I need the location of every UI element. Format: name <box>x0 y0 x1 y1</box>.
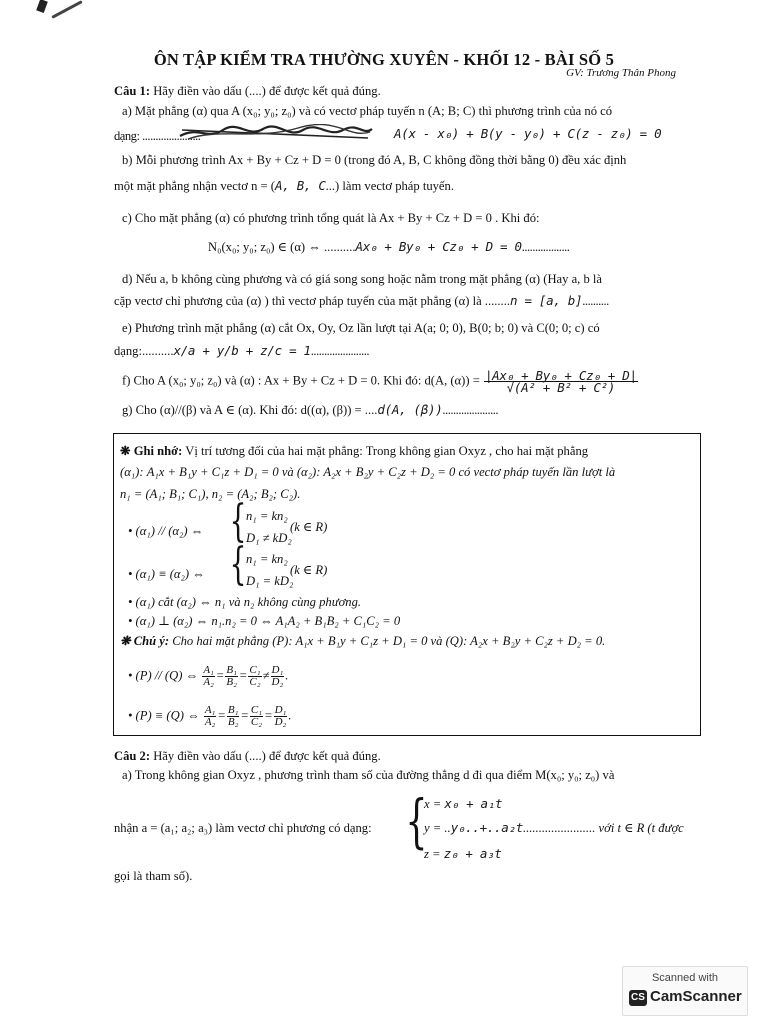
frac-d2: $\frac{\text{D₁}}{\text{D₂}}$ <box>274 704 287 728</box>
q1-e-line1: e) Phương trình mặt phẳng (α) cắt Ox, Oy, Oz lần lượt tại A(a; 0; 0), B(0; b; 0) và C(0; 0; c) có <box>122 321 600 335</box>
chu-y-title: ❋ Chú ý: <box>120 634 170 648</box>
q1-f-answer <box>484 370 638 393</box>
q1-e-line2: dạng:..........x/a + y/b + z/c = 1...................... <box>114 343 370 358</box>
note-intro1: Vị trí tương đối của hai mặt phẳng: Trong không gian Oxyz , cho hai mặt phẳng <box>182 444 589 458</box>
brace-coincide: { <box>229 539 247 590</box>
q1-f-prefix: f) Cho A (x₀; y₀; z₀) và (α) : Ax + By + Cz + D = 0. Khi đó: d(A, (α)) = <box>122 373 483 388</box>
rule-parallel-top: n₁ = kn₂ <box>246 509 288 523</box>
q1-f-numerator: |Ax₀ + By₀ + Cz₀ + D| <box>484 368 637 383</box>
rule-parallel-lhs: • (α₁) // (α₂) ⇔ <box>128 524 204 538</box>
q1-d-line1: d) Nếu a, b không cùng phương và có giá song song hoặc nằm trong mặt phẳng (α) (Hay a, b là <box>122 272 602 286</box>
q1-e-prefix: dạng:.......... <box>114 344 174 358</box>
q1-d-prefix: cặp vectơ chỉ phương của (α) ) thì vectơ pháp tuyến của mặt phẳng (α) là ........ <box>114 294 510 308</box>
sys-y: y = ..y₀..+..a₂t....................... với t ∈ R (t được <box>424 820 684 835</box>
rule-p-parallel-q: • (P) // (Q) ⇔ $\frac{\text{A₁}}{\text{A₂}}$ = $\frac{\text{B₁}}{\text{B₂}}$ = $\frac{\text{C₁}}{\text{C₂}}$ ≠ $\frac{\text{D₁}}{\text{D₂}}$ . <box>128 664 289 688</box>
q1-f-line <box>122 370 639 393</box>
q1-b-line1: b) Mỗi phương trình Ax + By + Cz + D = 0 (trong đó A, B, C không đồng thời bằng 0) đều xác định <box>122 153 627 167</box>
q1-g-prefix: g) Cho (α)//(β) và A ∈ (α). Khi đó: d((α), (β)) = .... <box>122 403 378 417</box>
rule-coincide-top: n₁ = kn₂ <box>246 552 288 566</box>
q2-heading <box>114 748 381 764</box>
note-intro-line1 <box>120 443 588 459</box>
q2-label: Câu 2: <box>114 749 151 763</box>
page-title: ÔN TẬP KIỂM TRA THƯỜNG XUYÊN - KHỐI 12 - BÀI SỐ 5 <box>153 50 615 69</box>
q1-g-line <box>122 402 498 418</box>
author: GV: Trương Thân Phong <box>566 67 676 79</box>
q1-heading <box>114 83 381 99</box>
q1-label: Câu 1: <box>114 84 151 98</box>
rule-p-coincide-q-lhs: • (P) ≡ (Q) ⇔ <box>128 708 200 723</box>
q1-c-answer: Ax₀ + By₀ + Cz₀ + D = 0 <box>355 239 522 254</box>
frac-a2: $\frac{\text{A₁}}{\text{A₂}}$ <box>204 704 216 728</box>
q1-f-denominator: √(A² + B² + C²) <box>506 380 616 395</box>
sys-z-answer: z₀ + a₃t <box>443 846 502 861</box>
q2-a-line2: nhận a = (a₁; a₂; a₃) làm vectơ chỉ phương có dạng: <box>114 821 372 835</box>
brace-parallel: { <box>229 496 247 547</box>
q1-c-prefix: N₀(x₀; y₀; z₀) ∈ (α) ⇔ .......... <box>208 240 356 254</box>
pen-mark-tip <box>36 0 48 13</box>
brace-system: { <box>405 787 428 855</box>
sys-y-answer: y₀..+..a₂t <box>450 820 523 835</box>
rule-coincide-lhs: • (α₁) ≡ (α₂) ⇔ <box>128 567 205 581</box>
q1-e-answer: x/a + y/b + z/c = 1 <box>173 343 311 358</box>
q2-end-line: gọi là tham số). <box>114 869 193 883</box>
sys-z: z = z₀ + a₃t <box>424 846 502 861</box>
camscanner-logo-icon: CS <box>629 990 647 1006</box>
q1-b-suffix: ...) làm vectơ pháp tuyến. <box>325 179 454 193</box>
rule-intersect: • (α₁) cắt (α₂) ⇔ n₁ và n₂ không cùng phương. <box>128 595 362 609</box>
pen-mark <box>51 0 82 19</box>
note-intro-line2: (α₁): A₁x + B₁y + C₁z + D₁ = 0 và (α₂): A₂x + B₂y + C₂z + D₂ = 0 có vectơ pháp tuyến lần lượt là <box>120 465 616 479</box>
rule-parallel-cond: (k ∈ R) <box>290 520 328 534</box>
q1-b-answer: A, B, C <box>275 178 326 193</box>
chu-y-text: Cho hai mặt phẳng (P): A₁x + B₁y + C₁z + D₁ = 0 và (Q): A₂x + B₂y + C₂z + D₂ = 0. <box>169 634 606 648</box>
frac-b2: $\frac{\text{B₁}}{\text{B₂}}$ <box>227 704 239 728</box>
q1-d-answer: n = [a, b] <box>510 293 583 308</box>
q2-prompt: Hãy điền vào dấu (....) để được kết quả đúng. <box>153 749 381 763</box>
q1-g-suffix: ..................... <box>442 403 499 417</box>
frac-d: $\frac{\text{D₁}}{\text{D₂}}$ <box>271 664 284 688</box>
scanned-with-text: Scanned with <box>651 972 719 984</box>
chu-y-line <box>120 633 605 649</box>
q1-d-line2: cặp vectơ chỉ phương của (α) ) thì vectơ pháp tuyến của mặt phẳng (α) là ........n = [a, b].......... <box>114 293 609 308</box>
q1-c-line1: c) Cho mặt phẳng (α) có phương trình tổng quát là Ax + By + Cz + D = 0 . Khi đó: <box>122 211 540 225</box>
q1-a-prefix: dạng: ...................... <box>114 129 201 143</box>
frac-a: $\frac{\text{A₁}}{\text{A₂}}$ <box>203 664 214 688</box>
camscanner-watermark <box>622 966 748 1016</box>
sys-y-tail: ....................... với t ∈ R (t được <box>522 821 684 835</box>
crossed-out-scribble <box>178 124 374 142</box>
note-title: ❋ Ghi nhớ: <box>120 444 183 458</box>
frac-c: $\frac{\text{C₁}}{\text{C₂}}$ <box>249 664 261 688</box>
rule-p-coincide-q: • (P) ≡ (Q) ⇔ $\frac{\text{A₁}}{\text{A₂}}$ = $\frac{\text{B₁}}{\text{B₂}}$ = $\frac{\text{C₁}}{\text{C₂}}$ = $\frac{\text{D₁}}{\text{D₂}}$ . <box>128 704 292 728</box>
rule-coincide-bottom: D₁ = kD₂ <box>246 574 294 588</box>
sys-x: x = x₀ + a₁t <box>424 796 503 811</box>
q1-prompt: Hãy điền vào dấu (....) để được kết quả đúng. <box>153 84 381 98</box>
note-intro-line3: n₁ = (A₁; B₁; C₁), n₂ = (A₂; B₂; C₂). <box>120 487 301 501</box>
sys-x-answer: x₀ + a₁t <box>444 796 503 811</box>
q1-c-line2: N₀(x₀; y₀; z₀) ∈ (α) ⇔ ..........Ax₀ + By₀ + Cz₀ + D = 0.................. <box>208 239 570 254</box>
rule-parallel-bottom: D₁ ≠ kD₂ <box>246 531 292 545</box>
rule-coincide-cond: (k ∈ R) <box>290 563 328 577</box>
q1-b-prefix: một mặt phẳng nhận vectơ n = ( <box>114 179 276 193</box>
q1-g-answer: d(A, (β)) <box>377 402 443 417</box>
camscanner-brand: CamScanner <box>650 988 742 1005</box>
rule-perpendicular: • (α₁) ⊥ (α₂) ⇔ n₁.n₂ = 0 ⇔ A₁A₂ + B₁B₂ + C₁C₂ = 0 <box>128 614 401 628</box>
rule-p-parallel-q-lhs: • (P) // (Q) ⇔ <box>128 668 199 683</box>
frac-c2: $\frac{\text{C₁}}{\text{C₂}}$ <box>250 704 263 728</box>
q2-a-line1: a) Trong không gian Oxyz , phương trình tham số của đường thẳng d đi qua điểm M(x₀; y₀; z₀) và <box>122 768 615 782</box>
q1-b-line2 <box>114 178 454 194</box>
q1-a-answer: A(x - x₀) + B(y - y₀) + C(z - z₀) = 0 <box>394 126 662 141</box>
q1-a-line1: a) Mặt phẳng (α) qua A (x₀; y₀; z₀) và có vectơ pháp tuyến n (A; B; C) thì phương trình của nó có <box>122 104 613 118</box>
frac-b: $\frac{\text{B₁}}{\text{B₂}}$ <box>226 664 237 688</box>
